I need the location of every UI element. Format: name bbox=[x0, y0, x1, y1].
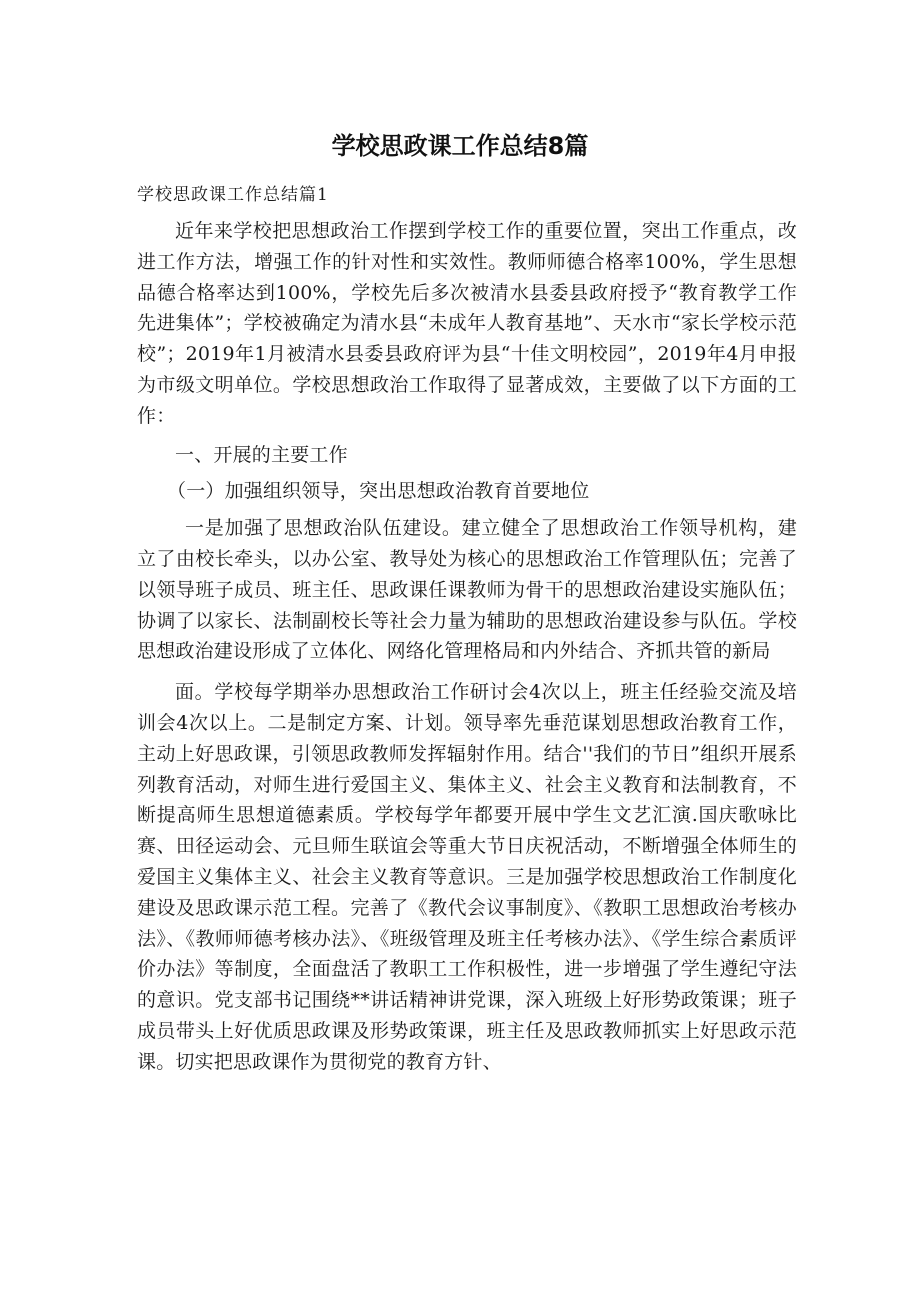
paragraph-team-building: 一是加强了思想政治队伍建设。建立健全了思想政治工作领导机构，建立了由校长牵头，以办公室、教导处为核心的思想政治工作管理队伍；完善了以领导班子成员、班主任、思政课任课教师为骨干的思想政治建设实施队伍；协调了以家长、法制副校长等社会力量为辅助的思想政治建设参与队伍。学校思想政治建设形成了立体化、网络化管理格局和内外结合、齐抓共管的新局 bbox=[137, 517, 797, 663]
section-title: 学校思政课工作总结篇1 bbox=[137, 185, 329, 205]
heading-organization: （一）加强组织领导，突出思想政治教育首要地位 bbox=[167, 480, 590, 503]
paragraph-intro: 近年来学校把思想政治工作摆到学校工作的重要位置，突出工作重点，改进工作方法，增强工作的针对性和实效性。教师师德合格率100%，学生思想品德合格率达到100%，学校先后多次被清水县委县政府授予“教育教学工作先进集体”；学校被确定为清水县“未成年人教育基地”、天水市“家长学校示范校”；2019年1月被清水县委县政府评为县“十佳文明校园”，2019年4月申报为市级文明单位。学校思想政治工作取得了显著成效，主要做了以下方面的工作： bbox=[137, 220, 797, 427]
heading-main-work: 一、开展的主要工作 bbox=[175, 443, 348, 466]
document-title: 学校思政课工作总结8篇 bbox=[331, 132, 589, 161]
document-body bbox=[137, 180, 797, 1078]
paragraph-plans-and-systems: 面。学校每学期举办思想政治工作研讨会4次以上，班主任经验交流及培训会4次以上。二是制定方案、计划。领导率先垂范谋划思想政治教育工作，主动上好思政课，引领思政教师发挥辐射作用。结合''我们的节日”组织开展系列教育活动，对师生进行爱国主义、集体主义、社会主义教育和法制教育，不断提高师生思想道德素质。学校每学年都要开展中学生文艺汇演.国庆歌咏比赛、田径运动会、元旦师生联谊会等重大节日庆祝活动，不断增强全体师生的爱国主义集体主义、社会主义教育等意识。三是加强学校思想政治工作制度化建设及思政课示范工程。完善了《教代会议事制度》、《教职工思想政治考核办法》、《教师师德考核办法》、《班级管理及班主任考核办法》、《学生综合素质评价办法》等制度，全面盘活了教职工工作积极性，进一步增强了学生遵纪守法的意识。党支部书记围绕**讲话精神讲党课，深入班级上好形势政策课；班子成员带头上好优质思政课及形势政策课，班主任及思政教师抓实上好思政示范课。切实把思政课作为贯彻党的教育方针、 bbox=[137, 681, 797, 1073]
